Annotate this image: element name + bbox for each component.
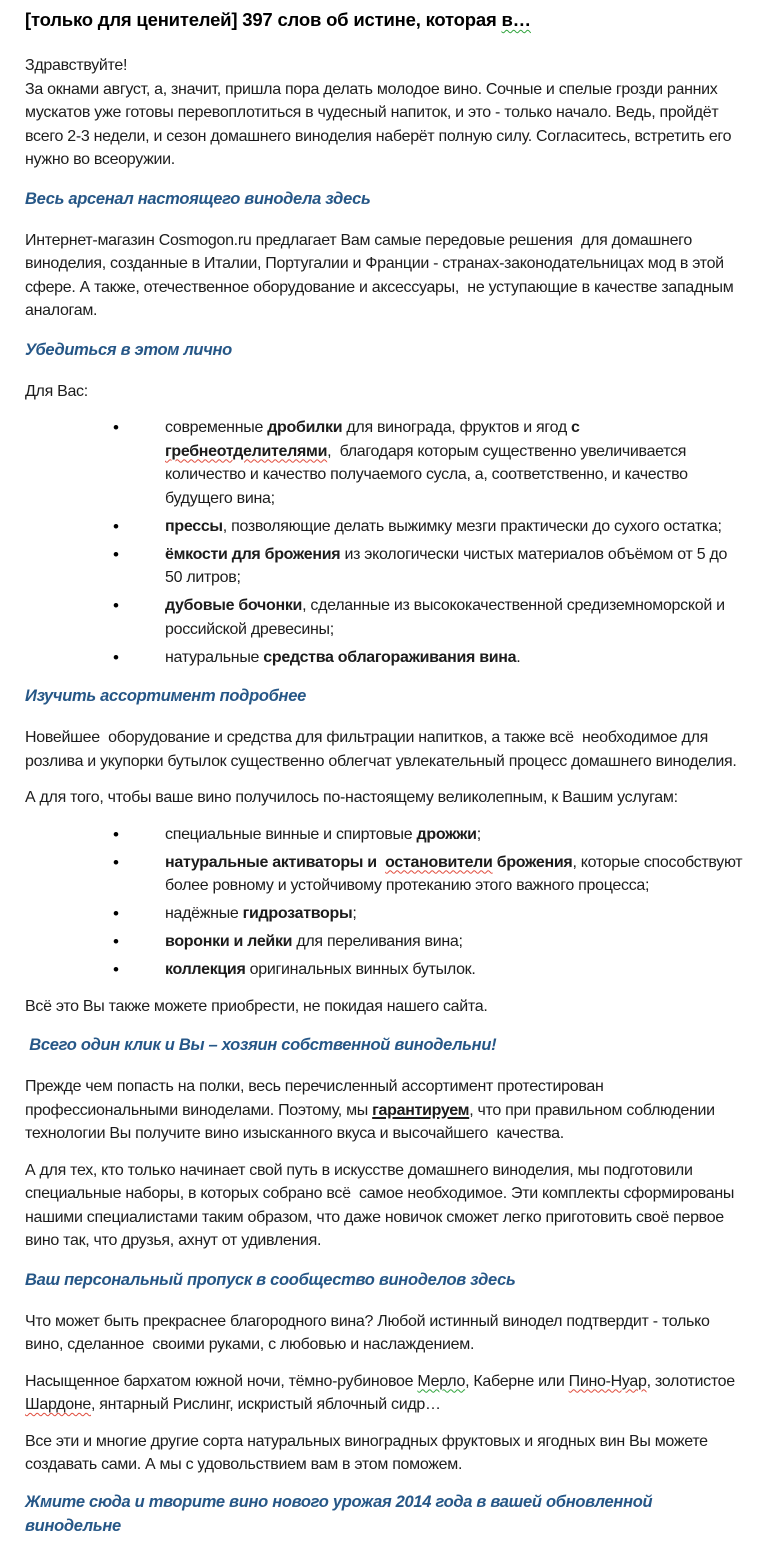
link-browse-range[interactable] [25,684,745,708]
create-yourself-paragraph [25,1430,745,1477]
text-run: для переливания вина; [292,933,463,950]
text-run: А для того, чтобы ваше вино получилось по-настоящему великолепным, к Вашим услугам: [25,789,678,806]
buy-on-site-paragraph [25,995,745,1019]
text-run: Что может быть прекраснее благородного вина? Любой истинный винодел подтвердит - только вино, сделанное своими руками, с любовью и наслаждением. [25,1312,714,1353]
text-run: , благодаря которым существенно увеличивается количество и качество получаемого сусла, а, соответственно, и качество будущего вина; [165,442,692,507]
text-run: Всё это Вы также можете приобрести, не покидая нашего сайта. [25,997,488,1015]
list-item [165,958,745,982]
bold-text-run: натуральные активаторы и [165,853,386,871]
text-run: , что при правильном соблюдении технологии Вы получите вино изысканного вкуса и высочайшего качества. [25,1101,719,1142]
spellcheck-marked-text: гарантируем [372,1101,470,1119]
spellcheck-marked-text: в… [501,9,531,30]
bold-text-run: прессы [165,517,223,535]
text-run: , Каберне или [465,1372,569,1390]
bold-text-run: дубовые бочонки [165,597,303,614]
list-item [165,416,745,510]
varieties-paragraph [25,1370,745,1417]
spellcheck-marked-text: остановители [385,853,493,871]
starter-kits-paragraph [25,1159,745,1253]
intro-paragraph [25,54,745,172]
text-run: Здравствуйте! [25,57,128,74]
text-run: Жмите сюда и творите вино нового урожая 2014 года в вашей обновленной винодельне [25,1492,661,1535]
equipment-list [25,416,745,669]
text-run: Всего один клик и Вы – хозяин собственной винодельни! [25,1036,497,1054]
bold-text-run: ёмкости для брожения [165,545,341,563]
list-item [165,594,745,641]
list-item [165,851,745,898]
text-run: Новейшее оборудование и средства для фильтрации напитков, а также всё необходимое для розлива и укупорки бутылок существенно облегчат увлекательный процесс домашнего виноделия. [25,729,737,770]
community-pass-heading[interactable] [25,1268,745,1292]
text-run: Весь арсенал настоящего винодела здесь [25,189,371,208]
bold-text-run: коллекция [165,961,246,978]
one-click-heading[interactable] [25,1033,745,1057]
bold-text-run: средства облагораживания вина [263,648,517,666]
text-run: из экологически чистых материалов объёмом от 5 до 50 литров; [165,545,732,586]
text-run: , золотистое [646,1372,740,1390]
text-run: Все эти и многие другие сорта натуральных виноградных фруктовых и ягодных вин Вы можете создавать сами. А мы с удовольствием вам в этом поможем. [25,1432,712,1473]
text-run: ; [476,825,481,843]
services-lead [25,786,745,810]
text-run: для винограда, фруктов и ягод [342,419,572,436]
text-run: оригинальных винных бутылок. [245,961,476,978]
for-you-lead [25,380,745,404]
spellcheck-marked-text: Мерло [417,1372,466,1390]
list-item [165,646,745,670]
text-run: . [516,648,521,666]
text-run: специальные винные и спиртовые [165,825,417,843]
text-run: Интернет-магазин Cosmogon.ru предлагает Вам самые передовые решения для домашнего виноделия, созданные в Италии, Португалии и Франции - странах-законодательницах мод в этой сфере. А также, отечественное оборудование и аксессуары, не уступающие в качестве западным аналогам. [25,231,738,319]
text-run: , янтарный Рислинг, искристый яблочный сидр… [90,1396,441,1413]
text-run: Ваш персональный пропуск в сообщество виноделов здесь [25,1270,516,1289]
text-run: Убедиться в этом лично [25,340,232,359]
text-run: Для Вас: [25,382,88,400]
list-item [165,902,745,926]
text-run: , позволяющие делать выжимку мезги практически до сухого остатка; [222,517,722,535]
text-run: , сделанные из высококачественной средиземноморской и российской древесины; [165,597,729,638]
bold-text-run: дрожжи [416,825,477,843]
link-see-yourself[interactable] [25,338,745,362]
page-title [25,8,745,32]
list-item [165,823,745,847]
bold-text-run: гидрозатворы [242,905,353,922]
list-item [165,930,745,954]
bold-text-run: с [571,419,584,436]
spellcheck-marked-text: Шардоне [25,1396,91,1413]
text-run: надёжные [165,905,243,922]
filtration-paragraph [25,726,745,773]
spellcheck-marked-text: гребнеотделителями [165,442,328,460]
text-run: Насыщенное бархатом южной ночи, тёмно-рубиновое [25,1372,418,1390]
text-run: За окнами август, а, значит, пришла пора делать молодое вино. Сочные и спелые грозди ранних мускатов уже готовы перевоплотиться в чудесный напиток, и это - только начало. Ведь, пройдёт всего 2-3 недели, и сезон домашнего виноделия наберёт полную силу. Согласитесь, встретить его нужно во всеоружии. [25,80,736,168]
guarantee-paragraph [25,1075,745,1146]
text-run: А для тех, кто только начинает свой путь в искусстве домашнего виноделия, мы подготовили специальные наборы, в которых собрано всё самое необходимое. Эти комплекты сформированы нашими специалистами таким образом, что даже новичок сможет легко приготовить своё первое вино так, что друзья, ахнут от удивления. [25,1161,739,1249]
store-paragraph [25,229,745,323]
spellcheck-marked-text: Пино-Нуар [568,1372,647,1390]
text-run: [только для ценителей] 397 слов об истине, которая [25,9,502,30]
text-run: Прежде чем попасть на полки, весь перечисленный ассортимент протестирован профессиональными виноделами. Поэтому, мы [25,1078,608,1119]
noble-wine-paragraph [25,1310,745,1357]
bold-text-run: дробилки [267,419,343,436]
cta-heading[interactable] [25,1490,745,1538]
bold-text-run: брожения [492,853,573,871]
text-run: натуральные [165,648,264,666]
text-run: ; [352,905,357,922]
text-run: , которые способствуют более ровному и устойчивому протеканию этого важного процесса; [165,853,747,894]
document-content [25,54,745,1538]
supplies-list [25,823,745,982]
link-arsenal[interactable] [25,187,745,211]
list-item [165,515,745,539]
text-run: современные [165,419,268,436]
text-run: Изучить ассортимент подробнее [25,687,306,705]
bold-text-run: воронки и лейки [165,933,293,950]
list-item [165,543,745,590]
